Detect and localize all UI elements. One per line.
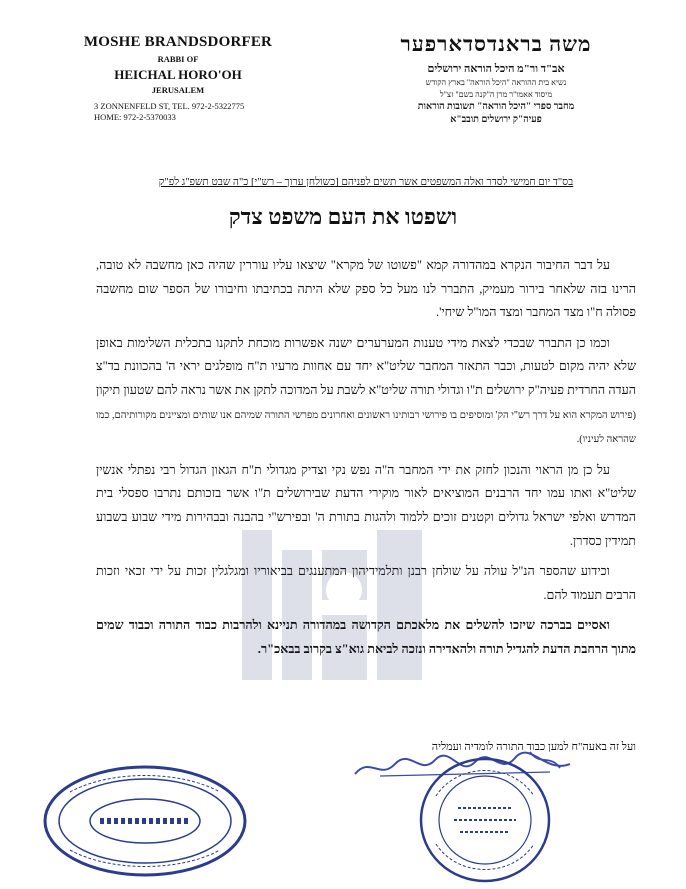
date-line: בס"ד יום חמישי לסדר ואלה המשפטים אשר תשים לפניהם [כשולחן ערוך – רש"י] כ"ה שבט תשפ"ג לפ"ק — [158, 177, 574, 188]
paragraph-4: וכידוע שהספר הנ"ל עולה על שולחן רבנן ותלמידיהון המתענגים בביאוריו ומגלגלין זכות על ידי זכאי וזכות הרבים תעמוד להם. — [96, 564, 636, 602]
paragraph-2 — [96, 332, 636, 452]
rabbi-name-en: MOSHE BRANDSDORFER — [83, 34, 273, 50]
round-stamp-seal — [418, 756, 553, 884]
oval-stamp-seal — [40, 762, 250, 880]
paragraph-3: על כן מן הראוי והנכון לחזק את ידי המחבר ה"ה נפש נקי וצדיק מגדולי ת"ח הגאון הגדול רבי נפתלי אנשין שליט"א ואתו עמו יחד הרבנים המוציאים לאור מוקירי הדעת שבירושלים ת"ו אשר בזכותם נתרבו ספסלי בית המדרש ואלפי ישראל גדולים וקטנים זוכים ללמוד ולהגות בתורת ה' ובפירש"י בהבנה ובבהירות מידי שבוע בשבוע תמידין כסדרן. — [96, 462, 636, 548]
rabbi-name-he: משה בראנדסדארפער — [400, 32, 592, 56]
letter-title: ושפטו את העם משפט צדק — [228, 204, 458, 229]
city-en: JERUSALEM — [151, 85, 205, 95]
letterhead-hebrew — [366, 32, 626, 125]
institution-name-en: HEICHAL HORO'OH — [114, 67, 242, 82]
closing-line: ועל זה באעה"ח למען כבוד התורה לומדיה ועמליה — [431, 741, 636, 753]
rabbi-of-label: RABBI OF — [157, 54, 199, 64]
paragraph-1: על דבר החיבור הנקרא במהדורה קמא "פשוטו של מקרא" שיצאו עליו עוררין שהיה כאן מחשבה לא טובה, הרינו בזה שלאחר בירור מעמיק, התברר לנו מעל כל ספק שלא היתה בכתיבתו וחיבורו של הספר שום מחשבה פסולה ח"ו מצד המחבר ומצד המו"ל שיחי'. — [96, 258, 636, 320]
author-line-he: מחבר ספרי "היכל הוראה" תשובות הוראות — [417, 102, 575, 112]
founder-line-he: מיסוד אאמו"ר מרן ה"קנה בשם" זצ"ל — [439, 90, 553, 99]
rabbi-role-he: אב"ד ור"מ היכל הוראה ירושלים — [427, 63, 565, 75]
president-line-he: נשיא בית ההוראה "היכל הוראה" בארץ הקודש — [425, 78, 567, 87]
home-phone: HOME: 972-2-5370033 — [94, 112, 176, 122]
paragraph-2-text: וכמו כן התברר שבכדי לצאת מידי טענות המערערים ישנה אפשרות מוכחת לתקנו בתכלית השלימות באופן שלא יהיה מקום לטעות, וכבר התאזר המחבר שליט"א יחד עם אחוות מרעיו ת"ח מופלגים יראי ה' בהכוונת בד"צ העדה החרדית פעיה"ק ירושלים ת"ו וגדולי תורה שליט"א לשבת על המדוכה לתקן את אשר נראה להם שטעון תיקון — [96, 335, 636, 397]
city-he: פעיה"ק ירושלים תובב"א — [450, 115, 542, 125]
address-line: 3 ZONNENFELD ST, TEL. 972-2-5322775 — [94, 101, 245, 111]
address-block — [94, 101, 278, 123]
letterhead-english — [78, 34, 278, 123]
paragraph-5: ואסיים בברכה שיזכו להשלים את מלאכתם הקדושה במהדורה תניינא ולהרבות כבוד התורה וכבוד שמים מתוך הרחבת הדעת להגדיל תורה ולהאדירה ונזכה לביאת גוא"צ בקרוב בבאכ"ר. — [96, 618, 636, 656]
paragraph-2-note: (פירוש המקרא הוא על דרך רש"י הק' ומוסיפים בו פירושי רבותינו ראשונים ואחרונים מפרשי התורה שמיהם אנו שותים ומציינים מקורותיהם, כמו שהראה לעיניו). — [96, 409, 636, 446]
letter-body — [96, 254, 636, 669]
